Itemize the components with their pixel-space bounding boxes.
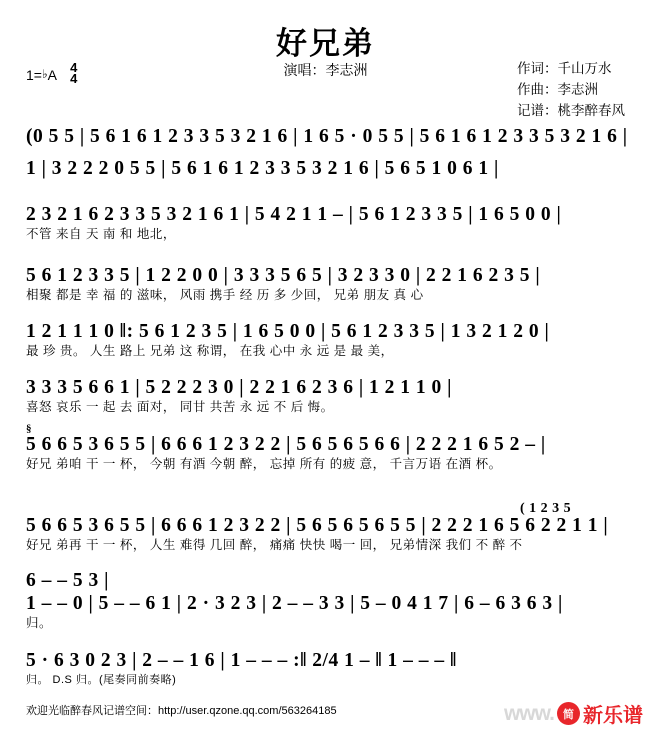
watermark	[504, 699, 643, 728]
key-signature	[26, 62, 77, 84]
lyric-row: 不管 来自 天 南 和 地北，	[26, 227, 176, 241]
lyric-row: 好兄 弟再 干 一 杯， 人生 难得 几回 醉， 痛痛 快快 喝一 回， 兄弟情深 我们 不 醉 不	[26, 538, 523, 552]
lyric-row: 好兄 弟咱 干 一 杯， 今朝 有酒 今朝 醉， 忘掉 所有 的疲 意， 千言万语 在酒 杯。	[26, 457, 502, 471]
time-signature	[70, 62, 77, 84]
lyric-row: 相聚 都是 幸 福 的 滋味， 风雨 携手 经 历 多 少回， 兄弟 朋友 真 心	[26, 288, 424, 302]
singer-credit: 演唱：李志洲	[283, 62, 368, 78]
note-row: 5 6 6 5 3 6 5 5 | 6 6 6 1 2 3 2 2 | 5 6 5 6 5 6 6 | 2 2 2 1 6 5 2 – |	[26, 434, 546, 455]
key-letter: A	[47, 67, 57, 83]
watermark-url: www.	[503, 701, 554, 725]
note-row: 1 | 3 2 2 2 0 5 5 | 5 6 1 6 1 2 3 3 5 3 2 1 6 | 5 6 5 1 0 6 1 |	[26, 158, 499, 179]
note-row: 1 2 1 1 1 0 ‖: 5 6 1 2 3 5 | 1 6 5 0 0 | 5 6 1 2 3 3 5 | 1 3 2 1 2 0 |	[26, 321, 550, 342]
credits-block	[517, 58, 625, 121]
lyricist-credit: 作词：千山万水	[517, 61, 612, 76]
music-system	[26, 434, 630, 472]
music-system	[26, 158, 630, 180]
watermark-brand: 新乐谱	[583, 705, 643, 727]
repeat-bracket-label: ( 1 2 3 5	[520, 501, 572, 516]
note-row: 3 3 3 5 6 6 1 | 5 2 2 2 3 0 | 2 2 1 6 2 3 6 | 1 2 1 1 0 |	[26, 377, 452, 398]
flat-icon: ♭	[41, 67, 48, 81]
lyric-row: 喜怒 哀乐 一 起 去 面对， 同甘 共苦 永 远 不 后 悔。	[26, 400, 334, 414]
note-row: 1 – – 0 | 5 – – 6 1 | 2 · 3 2 3 | 2 – – 3 3 | 5 – 0 4 1 7 | 6 – 6 3 6 3 |	[26, 593, 563, 614]
note-row: 5 6 1 2 3 3 5 | 1 2 2 0 0 | 3 3 3 5 6 5 | 3 2 3 3 0 | 2 2 1 6 2 3 5 |	[26, 265, 541, 286]
music-system	[26, 377, 630, 415]
music-system	[26, 570, 630, 592]
key-label: 1=	[26, 67, 42, 83]
music-system	[26, 650, 630, 688]
logo-icon: 简	[557, 702, 580, 725]
note-row: 5 · 6 3 0 2 3 | 2 – – 1 6 | 1 – – – :‖ 2/4 1 – ‖ 1 – – – ‖	[26, 650, 457, 671]
note-row: 2 3 2 1 6 2 3 3 5 3 2 1 6 1 | 5 4 2 1 1 – | 5 6 1 2 3 3 5 | 1 6 5 0 0 |	[26, 204, 562, 225]
meter-bottom: 4	[70, 71, 78, 86]
page-title: 好兄弟	[276, 26, 375, 61]
composer-credit: 作曲：李志洲	[517, 82, 598, 97]
footer-note: 欢迎光临醉春风记谱空间：http://user.qzone.qq.com/563264185	[26, 705, 337, 717]
notation-credit: 记谱：桃李醉春风	[517, 103, 625, 118]
music-system	[26, 204, 630, 242]
note-row: 6 – – 5 3 |	[26, 570, 109, 591]
music-system	[26, 265, 630, 303]
note-row: 5 6 6 5 3 6 5 5 | 6 6 6 1 2 3 2 2 | 5 6 5 6 5 6 5 5 | 2 2 2 1 6 5 6 2 2 1 1 |	[26, 515, 609, 536]
coda-sign: §	[26, 423, 32, 435]
lyric-row: 归。	[26, 616, 53, 630]
lyric-row: 最 珍 贵。 人生 路上 兄弟 这 称谓， 在我 心中 永 远 是 最 美，	[26, 344, 394, 358]
lyric-row: 归。 D.S 归。(尾奏同前奏略)	[26, 674, 177, 686]
note-row: (0 5 5 | 5 6 1 6 1 2 3 3 5 3 2 1 6 | 1 6 5 · 0 5 5 | 5 6 1 6 1 2 3 3 5 3 2 1 6 |	[26, 126, 628, 147]
music-system	[26, 126, 630, 148]
music-system	[26, 593, 630, 631]
meter-top: 4	[70, 60, 78, 75]
music-system	[26, 515, 630, 553]
music-system	[26, 321, 630, 359]
